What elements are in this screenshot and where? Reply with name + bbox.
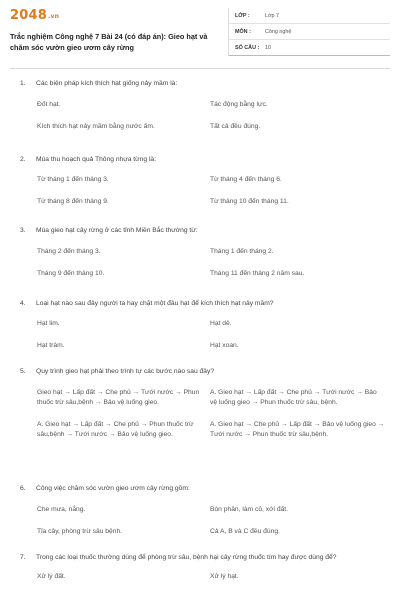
answer-option[interactable]: Hạt trám. (37, 341, 65, 349)
question-stem (20, 155, 380, 165)
answer-option[interactable]: Che mưa, nắng. (37, 506, 86, 513)
meta-label: LỚP : (235, 12, 250, 19)
answer-option[interactable]: Tỉa cây, phòng trừ sâu bệnh. (37, 527, 123, 535)
question-item (20, 226, 380, 299)
question-number: 6. (20, 485, 26, 492)
answer-option[interactable]: Từ tháng 4 đến tháng 6. (210, 176, 282, 183)
answer-option[interactable]: A. Gieo hạt → Lấp đất → Che phủ → Phun thuốc trừ sâu,bệnh → Tưới nước → Bảo vệ luống gieo. (37, 421, 194, 438)
option-list (37, 572, 380, 582)
question-item (20, 155, 380, 226)
answer-option[interactable]: A. Gieo hạt → Che phủ → Lấp đất → Bảo vệ luống gieo → Tưới nước → Phun thuốc trừ sâu,bệnh. (210, 421, 385, 438)
question-item (20, 299, 380, 367)
answer-option[interactable]: Từ tháng 8 đến tháng 9. (37, 197, 109, 205)
answer-option[interactable]: Tháng 11 đến tháng 2 năm sau. (210, 269, 305, 277)
question-stem (20, 79, 380, 89)
answer-option[interactable]: A. Gieo hạt → Lấp đất → Che phủ → Tưới nước → Bảo vệ luống gieo → Phun thuốc trừ sâu, bệnh. (210, 389, 377, 406)
answer-option[interactable]: Kích thích hạt nảy mầm bằng nước ấm. (37, 122, 155, 130)
answer-option[interactable]: Đốt hạt. (37, 101, 61, 108)
question-stem (20, 367, 380, 377)
option-list (37, 247, 380, 278)
site-logo[interactable] (10, 8, 59, 23)
answer-option[interactable]: Tháng 9 đến tháng 10. (37, 269, 105, 277)
answer-option[interactable]: Hạt lim. (37, 320, 60, 327)
meta-value: Lớp 7 (265, 12, 280, 19)
answer-option[interactable]: Từ tháng 1 đến tháng 3. (37, 176, 109, 183)
answer-option[interactable]: Tháng 1 đến tháng 2. (210, 248, 274, 255)
answer-option[interactable]: Hạt dẻ. (210, 320, 232, 327)
question-item (20, 367, 385, 484)
question-number: 7. (20, 554, 26, 561)
answer-option[interactable]: Bón phân, làm cỏ, xới đất. (210, 506, 288, 513)
answer-option[interactable]: Từ tháng 10 đến tháng 11. (210, 197, 289, 205)
question-stem (20, 226, 380, 236)
question-item (20, 484, 380, 553)
question-number: 2. (20, 156, 26, 163)
meta-row-count (229, 40, 390, 56)
question-text: Mùa thu hoạch quả Thông nhựa từng là: (36, 156, 157, 163)
question-stem (20, 484, 380, 494)
question-item (20, 79, 380, 155)
answer-option[interactable]: Tất cả đều đúng. (210, 122, 261, 130)
question-text: Các biện pháp kích thích hạt giống nảy mầm là: (36, 80, 178, 87)
question-number: 3. (20, 227, 26, 234)
question-number: 5. (20, 368, 26, 375)
option-list (37, 505, 380, 536)
question-text: Công việc chăm sóc vườn gieo ươm cây rừng gồm: (36, 485, 190, 492)
page-header (10, 8, 390, 62)
answer-option[interactable]: Tác động bằng lực. (210, 101, 268, 108)
logo-suffix: .vn (47, 13, 60, 20)
meta-label: SỐ CÂU : (235, 44, 260, 51)
question-text: Mùa gieo hạt cây rừng ở các tỉnh Miền Bắc thường từ: (36, 227, 198, 234)
option-list (37, 175, 380, 206)
meta-row-grade (229, 8, 390, 24)
answer-option[interactable]: Xử lý đất. (37, 573, 66, 580)
question-number: 4. (20, 300, 26, 307)
question-stem (20, 299, 380, 309)
question-text: Loại hạt nào sau đây người ta hay chặt một đầu hạt để kích thích hạt nảy mầm? (36, 300, 274, 307)
quiz-title: Trắc nghiệm Công nghệ 7 Bài 24 (có đáp án): Gieo hạt và chăm sóc vườn gieo ươm cây rừng (10, 32, 208, 52)
answer-option[interactable]: Cả A, B và C đều đúng. (210, 527, 280, 535)
question-stem (20, 553, 380, 563)
option-list (37, 388, 385, 439)
question-item (20, 553, 380, 600)
question-text: Quy trình gieo hạt phải theo trình tự các bước nào sau đây? (36, 368, 215, 375)
option-list (37, 319, 380, 350)
question-list (20, 79, 385, 600)
logo-text: 2048 (10, 8, 47, 23)
meta-row-subject (229, 24, 390, 40)
option-list (37, 100, 380, 131)
meta-label: MÔN : (235, 28, 251, 35)
answer-option[interactable]: Xử lý hạt. (210, 573, 239, 580)
question-text: Trong các loại thuốc thường dùng để phòng trừ sâu, bệnh hại cây rừng thuốc tím hay được dùng để? (36, 554, 337, 561)
answer-option[interactable]: Tháng 2 đến tháng 3. (37, 248, 101, 255)
meta-value: Công nghệ (265, 28, 292, 35)
question-number: 1. (20, 80, 26, 87)
answer-option[interactable]: Hạt xoan. (210, 341, 239, 349)
quiz-meta-table (228, 8, 390, 56)
header-divider (10, 68, 390, 69)
answer-option[interactable]: Gieo hạt → Lấp đất → Che phủ → Tưới nước → Phun thuốc trừ sâu,bệnh → Bảo vệ luống gieo. (37, 389, 200, 406)
meta-value: 10 (265, 44, 271, 51)
